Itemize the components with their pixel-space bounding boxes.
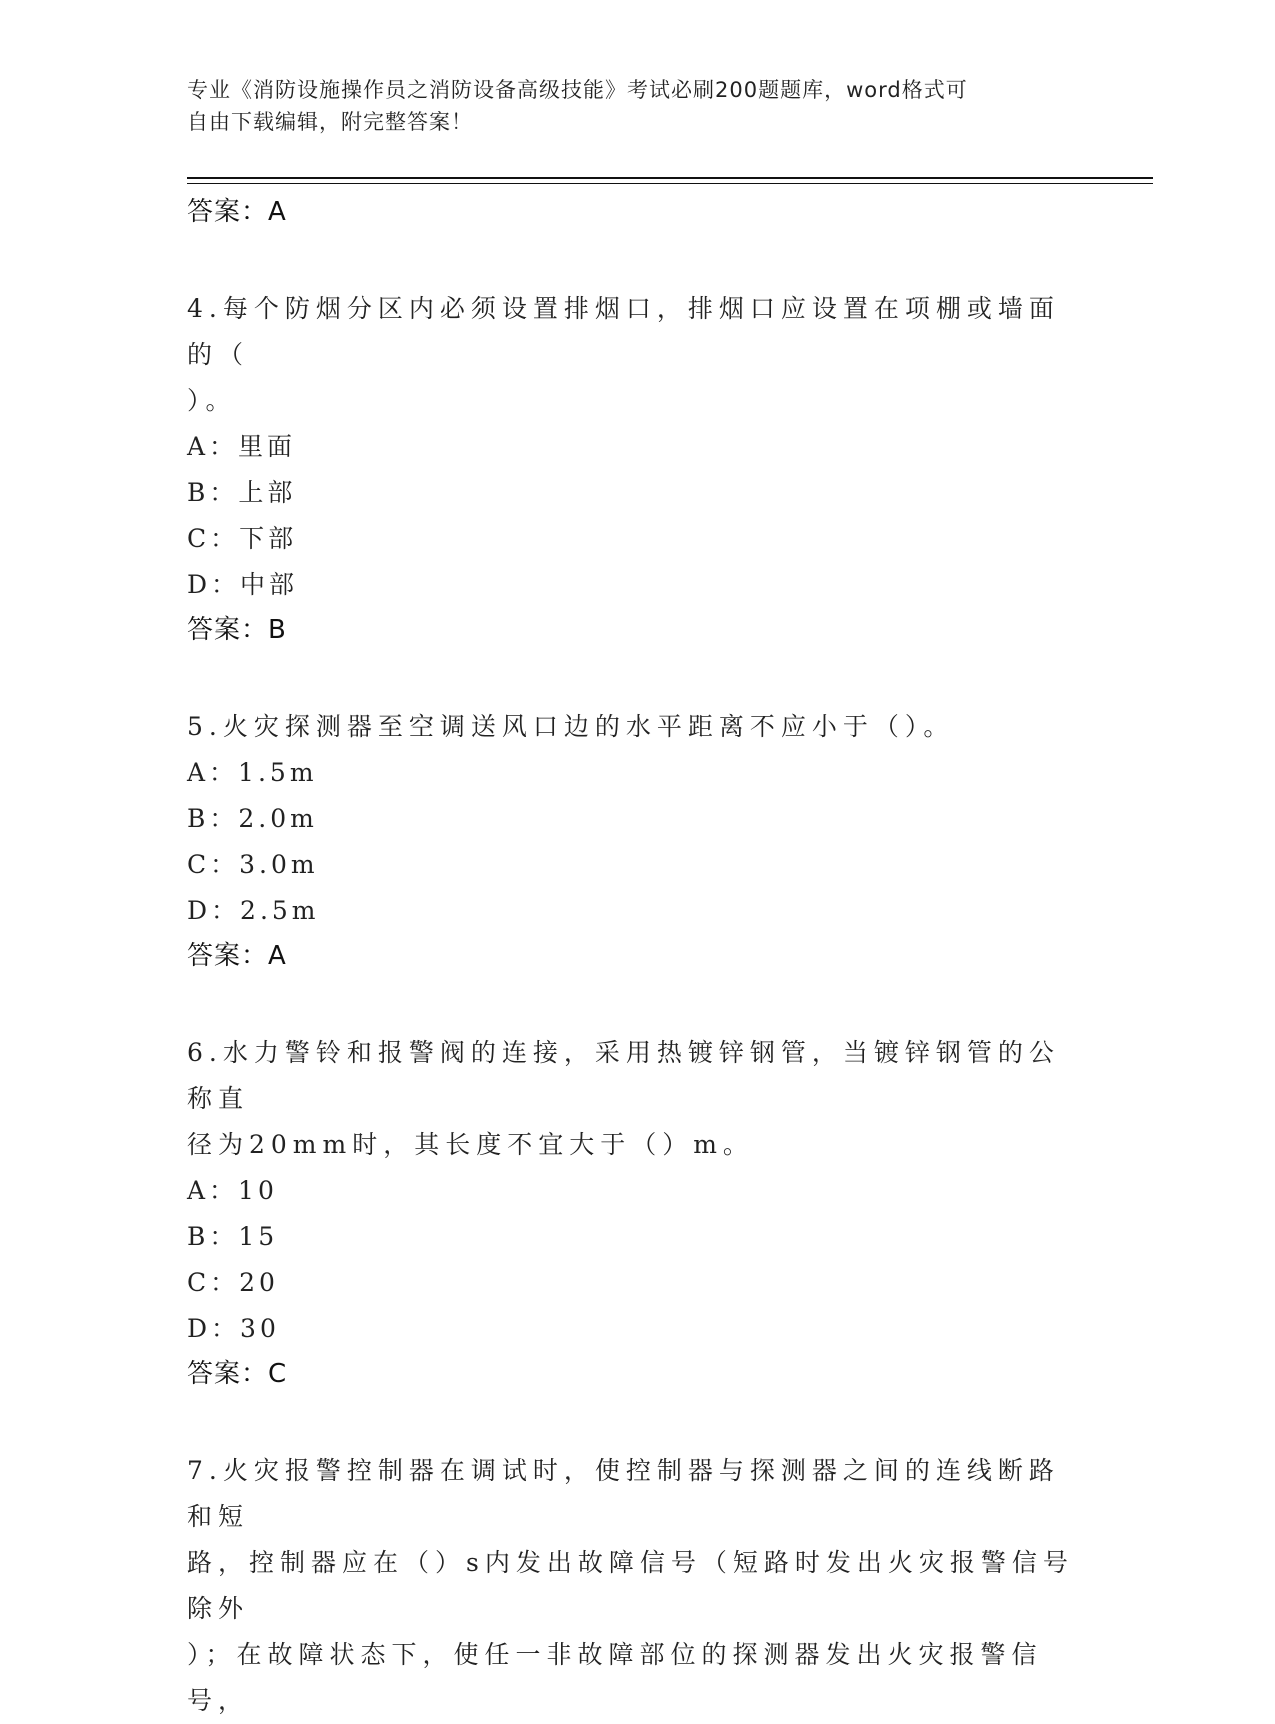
spacer: [187, 652, 1087, 704]
document-body: [187, 190, 1087, 1724]
question-block-7: [187, 1448, 1087, 1724]
option-a: A：1.5m: [187, 758, 318, 787]
question-block-5: [187, 704, 1087, 978]
option-a: A：里面: [187, 432, 297, 461]
option-b: B：2.0m: [187, 804, 318, 833]
option-d: D：30: [187, 1314, 280, 1343]
answer-line: 答案：C: [187, 1359, 288, 1389]
answer-line: 答案：A: [187, 941, 287, 971]
question-text-line: 6.水力警铃和报警阀的连接，采用热镀锌钢管，当镀锌钢管的公称直: [187, 1038, 1060, 1113]
answer-line: 答案：A: [187, 197, 287, 227]
question-text-line: 4.每个防烟分区内必须设置排烟口，排烟口应设置在项棚或墙面的（: [187, 294, 1060, 369]
question-text-line: 径为20mm时，其长度不宜大于（）m。: [187, 1130, 754, 1159]
header-line-1: 专业《消防设施操作员之消防设备高级技能》考试必刷200题题库，word格式可: [187, 78, 968, 102]
spacer: [187, 234, 1087, 286]
header-divider-thin: [187, 183, 1153, 184]
question-block-4: [187, 286, 1087, 652]
question-block-6: [187, 1030, 1087, 1396]
option-d: D：中部: [187, 570, 299, 599]
question-text-line: ）。: [187, 386, 237, 415]
option-b: B：上部: [187, 478, 297, 507]
option-b: B：15: [187, 1222, 279, 1251]
option-c: C：3.0m: [187, 850, 319, 879]
question-text-line: ）；在故障状态下，使任一非故障部位的探测器发出火灾报警信号，: [187, 1640, 1043, 1715]
spacer: [187, 978, 1087, 1030]
answer-line: 答案：B: [187, 615, 287, 645]
question-text-line: 5.火灾探测器至空调送风口边的水平距离不应小于（）。: [187, 712, 955, 741]
header-line-2: 自由下载编辑，附完整答案！: [187, 110, 473, 134]
option-d: D：2.5m: [187, 896, 320, 925]
question-text-line: 7.火灾报警控制器在调试时，使控制器与探测器之间的连线断路和短: [187, 1456, 1060, 1531]
option-c: C：下部: [187, 524, 298, 553]
spacer: [187, 1396, 1087, 1448]
option-c: C：20: [187, 1268, 279, 1297]
document-header: [187, 74, 1087, 138]
option-a: A：10: [187, 1176, 278, 1205]
question-text-line: 路，控制器应在（）s内发出故障信号（短路时发出火灾报警信号除外: [187, 1548, 1074, 1623]
header-divider-thick: [187, 177, 1153, 179]
